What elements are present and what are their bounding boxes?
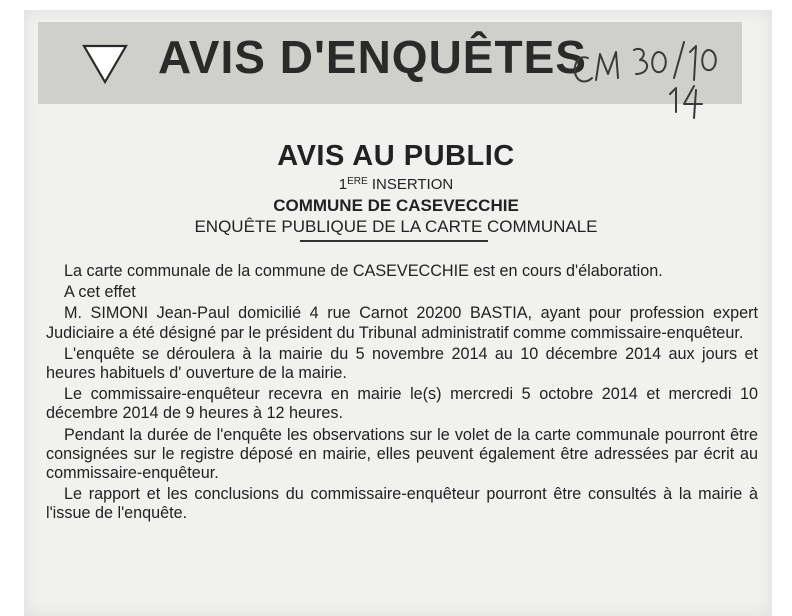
paragraph-1: La carte communale de la commune de CASEVECCHIE est en cours d'élaboration. bbox=[64, 262, 663, 280]
section-title: AVIS D'ENQUÊTES bbox=[158, 31, 587, 83]
insertion-superscript: ERE bbox=[347, 176, 368, 187]
paragraph-2: A cet effet bbox=[64, 283, 136, 302]
subject-underline bbox=[300, 240, 488, 242]
down-triangle-icon bbox=[82, 44, 128, 84]
insertion-number: 1 bbox=[338, 176, 348, 193]
paragraph-3: M. SIMONI Jean-Paul domicilié 4 rue Carnot 20200 BASTIA, ayant pour profession expert Judiciaire a été désigné par le président du Tribunal administratif comme commissaire-enquêteur. bbox=[46, 304, 758, 342]
paragraph-5: Le commissaire-enquêteur recevra en mairie le(s) mercredi 5 octobre 2014 et mercredi 10 décembre 2014 de 9 heures à 12 heures. bbox=[46, 385, 758, 423]
handwritten-annotation bbox=[566, 28, 746, 120]
insertion-line bbox=[0, 176, 792, 193]
notice-body bbox=[46, 262, 758, 526]
insertion-label: INSERTION bbox=[371, 176, 454, 193]
paragraph-7: Le rapport et les conclusions du commissaire-enquêteur pourront être consultés à la mairie à l'issue de l'enquête. bbox=[46, 485, 758, 523]
notice-title: AVIS AU PUBLIC bbox=[277, 140, 515, 172]
commune-name: COMMUNE DE CASEVECCHIE bbox=[273, 196, 519, 215]
notice-subject: ENQUÊTE PUBLIQUE DE LA CARTE COMMUNALE bbox=[194, 217, 598, 236]
paragraph-6: Pendant la durée de l'enquête les observations sur le volet de la carte communale pourront être consignées sur le registre déposé en mairie, elles peuvent également être adressées par écrit au commissaire-enquêteur. bbox=[46, 425, 758, 483]
paragraph-4: L'enquête se déroulera à la mairie du 5 novembre 2014 au 10 décembre 2014 aux jours et heures habituels d' ouverture de la mairie. bbox=[46, 344, 758, 383]
